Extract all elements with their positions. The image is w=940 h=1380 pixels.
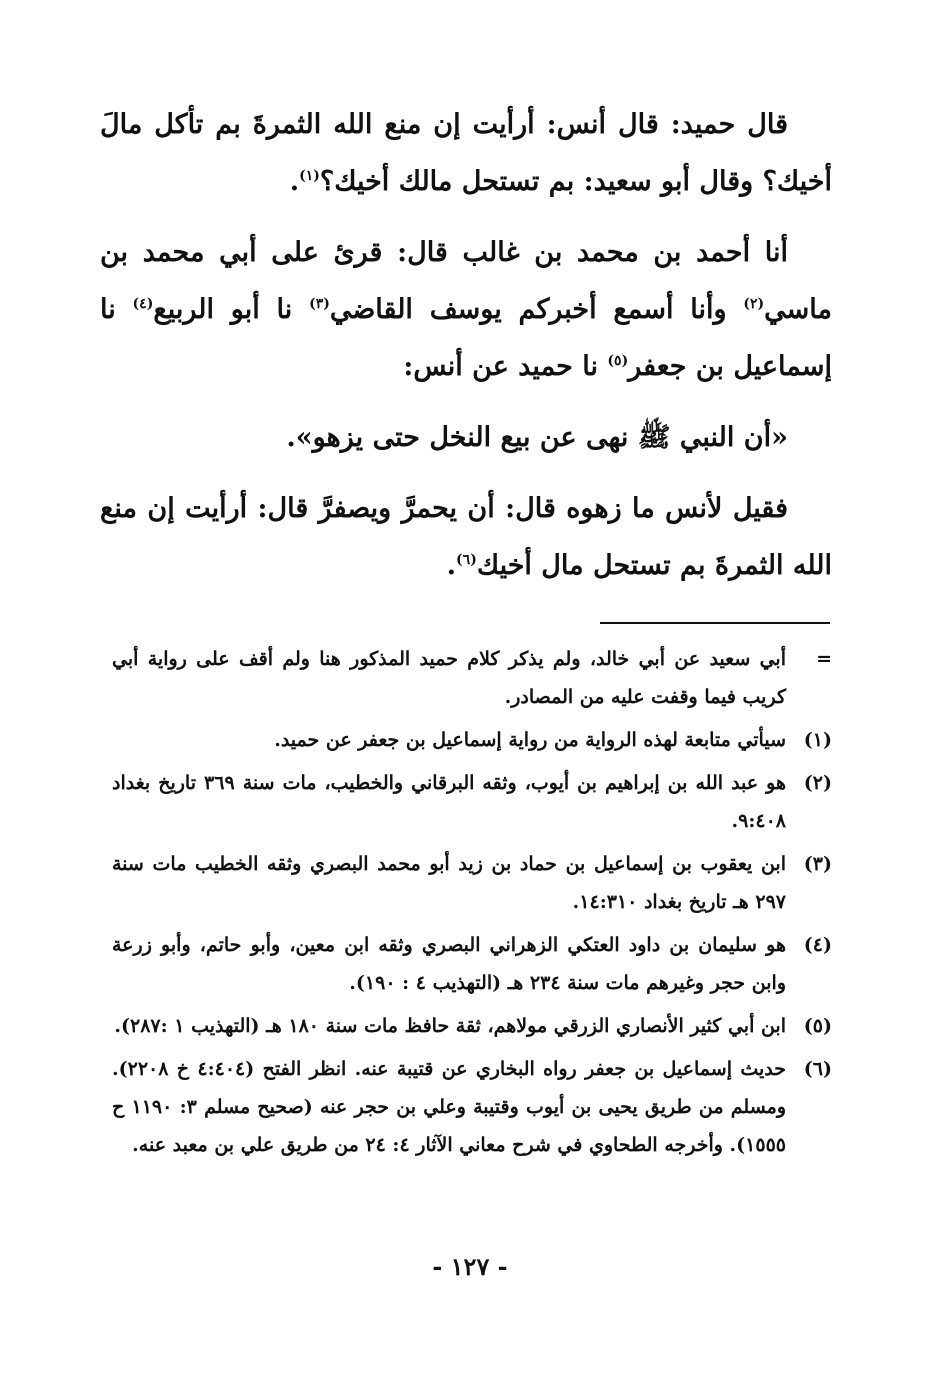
footnote-ref-3: (٣) bbox=[309, 296, 330, 312]
footnote-number: (٥) bbox=[803, 1015, 832, 1037]
footnote-1 bbox=[112, 721, 832, 759]
footnote-5 bbox=[112, 1007, 832, 1045]
paragraph-4: فقيل لأنس ما زهوه قال: أن يحمرَّ ويصفرَّ قال: أرأيت إن منع الله الثمرةَ بم تستحل مال أخيك$^{(٦)}$. bbox=[100, 493, 832, 581]
footnote-ref-2: (٢) bbox=[743, 296, 765, 312]
footnote-ref-1: (١) bbox=[299, 168, 320, 184]
footnote-6 bbox=[112, 1050, 832, 1164]
paragraph-2: أنا أحمد بن محمد بن غالب قال: قرئ على أبي محمد بن ماسي$^{(٢)}$ وأنا أسمع أخبركم يوسف القاضي$^{(٣)}$ نا أبو الربيع$^{(٤)}$ نا إسماعيل بن جعفر$^{(٥)}$ نا حميد عن أنس: bbox=[100, 237, 832, 382]
footnote-ref-6: (٦) bbox=[456, 552, 477, 568]
paragraph-1: قال حميد: قال أنس: أرأيت إن منع الله الثمرةَ بم تأكل مالَ أخيك؟ وقال أبو سعيد: بم تستحل مالك أخيك؟$^{(١)}$. bbox=[100, 109, 832, 197]
footnote-4 bbox=[112, 926, 832, 1002]
footnote-text: ابن أبي كثير الأنصاري الزرقي مولاهم، ثقة حافظ مات سنة ١٨٠ هـ (التهذيب ١ :٢٨٧). bbox=[114, 1015, 786, 1037]
footnote-2 bbox=[112, 764, 832, 840]
footnote-separator bbox=[600, 622, 830, 624]
footnote-ref-5: (٥) bbox=[607, 353, 629, 369]
footnote-number: (٢) bbox=[803, 772, 832, 794]
footnote-continuation bbox=[112, 640, 832, 716]
footnote-text: أبي سعيد عن أبي خالد، ولم يذكر كلام حميد المذكور هنا ولم أقف على رواية أبي كريب فيما وقفت عليه من المصادر. bbox=[112, 648, 786, 708]
footnote-number: (٤) bbox=[803, 934, 832, 956]
footnote-text: هو عبد الله بن إبراهيم بن أيوب، وثقه البرقاني والخطيب، مات سنة ٣٦٩ تاريخ بغداد ٩:٤٠٨. bbox=[112, 772, 786, 832]
page-number: - ١٢٧ - bbox=[432, 1252, 508, 1281]
main-text bbox=[100, 96, 832, 608]
continuation-marker: = bbox=[816, 648, 832, 670]
footnote-number: (١) bbox=[803, 729, 832, 751]
footnote-3 bbox=[112, 845, 832, 921]
footnote-number: (٦) bbox=[803, 1058, 832, 1080]
paragraph-3: «أن النبي ﷺ نهى عن بيع النخل حتى يزهو». bbox=[286, 422, 788, 453]
footnote-number: (٣) bbox=[803, 853, 832, 875]
footnote-ref-4: (٤) bbox=[132, 296, 154, 312]
footnote-text: سيأتي متابعة لهذه الرواية من رواية إسماعيل بن جعفر عن حميد. bbox=[274, 729, 786, 751]
footnote-text: ابن يعقوب بن إسماعيل بن حماد بن زيد أبو محمد البصري وثقه الخطيب مات سنة ٢٩٧ هـ تاريخ بغداد ١٤:٣١٠. bbox=[112, 853, 786, 913]
footnotes bbox=[112, 640, 832, 1169]
footnote-text: هو سليمان بن داود العتكي الزهراني البصري وثقه ابن معين، وأبو حاتم، وأبو زرعة وابن حجر وغيرهم مات سنة ٢٣٤ هـ (التهذيب ٤ : ١٩٠). bbox=[112, 934, 786, 994]
footnote-text: حديث إسماعيل بن جعفر رواه البخاري عن قتيبة عنه. انظر الفتح (٤:٤٠٤ خ ٢٢٠٨). ومسلم من طريق يحيى بن أيوب وقتيبة وعلي بن حجر عنه (صحيح مسلم ٣: ١١٩٠ ح ١٥٥٥). وأخرجه الطحاوي في شرح معاني الآثار ٤: ٢٤ من طريق علي بن معبد عنه. bbox=[112, 1058, 786, 1156]
